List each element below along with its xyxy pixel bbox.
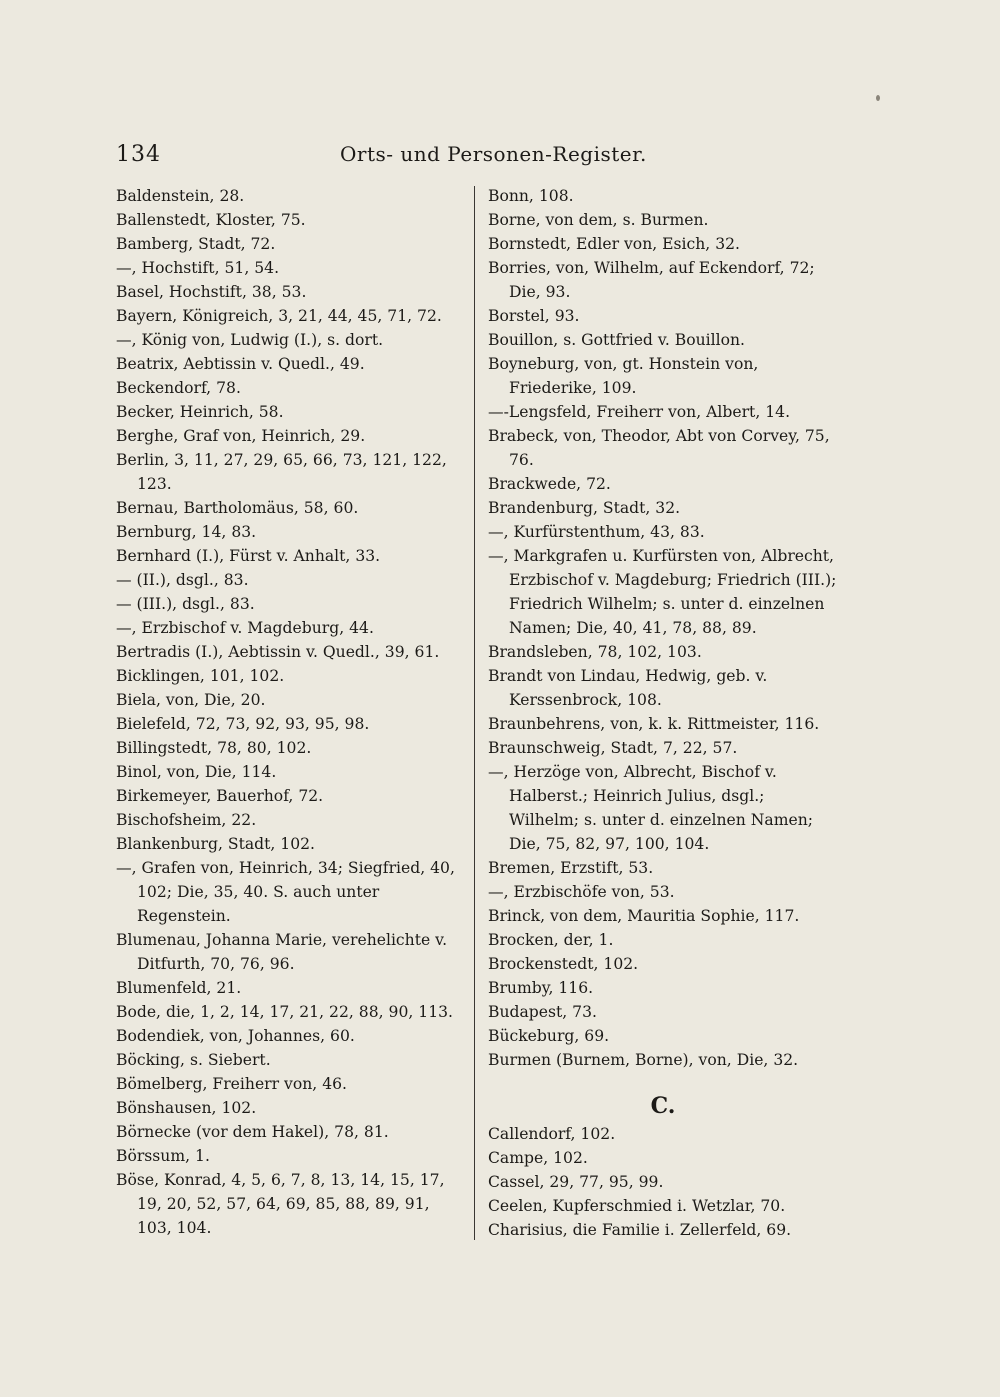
index-entry: Beatrix, Aebtissin v. Quedl., 49.: [116, 355, 365, 373]
index-entry: Blankenburg, Stadt, 102.: [116, 835, 316, 853]
index-entry: Ceelen, Kupferschmied i. Wetzlar, 70.: [488, 1197, 786, 1215]
index-entry: Braunschweig, Stadt, 7, 22, 57.: [488, 739, 738, 757]
index-entry: Callendorf, 102.: [488, 1125, 616, 1143]
index-entry: Basel, Hochstift, 38, 53.: [116, 283, 307, 301]
index-entry: Börnecke (vor dem Hakel), 78, 81.: [116, 1123, 389, 1141]
index-entry: — (III.), dsgl., 83.: [116, 595, 255, 613]
index-entry: Cassel, 29, 77, 95, 99.: [488, 1173, 664, 1191]
index-entry: Borries, von, Wilhelm, auf Eckendorf, 72; Die, 93.: [488, 259, 815, 301]
index-entry: Campe, 102.: [488, 1149, 588, 1167]
index-entry: Bönshausen, 102.: [116, 1099, 257, 1117]
index-entry: Bamberg, Stadt, 72.: [116, 235, 276, 253]
index-entry: Bornstedt, Edler von, Esich, 32.: [488, 235, 741, 253]
index-entry: Brandsleben, 78, 102, 103.: [488, 643, 702, 661]
index-entry: Böse, Konrad, 4, 5, 6, 7, 8, 13, 14, 15, 17, 19, 20, 52, 57, 64, 69, 85, 88, 89, 91, 103, 104.: [116, 1171, 445, 1237]
index-entry: Brabeck, von, Theodor, Abt von Corvey, 75, 76.: [488, 427, 830, 469]
index-entry: —, Erzbischof v. Magdeburg, 44.: [116, 619, 374, 637]
index-entry: Billingstedt, 78, 80, 102.: [116, 739, 312, 757]
index-entry: —, Kurfürstenthum, 43, 83.: [488, 523, 705, 541]
page-header-title: Orts- und Personen-Register.: [340, 142, 647, 166]
index-entry: Braunbehrens, von, k. k. Rittmeister, 116.: [488, 715, 820, 733]
index-entry: Börssum, 1.: [116, 1147, 210, 1165]
left-column: [116, 184, 464, 1240]
index-entry: Bicklingen, 101, 102.: [116, 667, 285, 685]
index-entry: Brocken, der, 1.: [488, 931, 614, 949]
index-entry: Charisius, die Familie i. Zellerfeld, 69.: [488, 1221, 792, 1239]
index-entry: Bayern, Königreich, 3, 21, 44, 45, 71, 72.: [116, 307, 442, 325]
index-entry: Berghe, Graf von, Heinrich, 29.: [116, 427, 366, 445]
index-entry: Bremen, Erzstift, 53.: [488, 859, 654, 877]
index-entry: Bömelberg, Freiherr von, 46.: [116, 1075, 347, 1093]
index-entry: Bernau, Bartholomäus, 58, 60.: [116, 499, 359, 517]
speck-mark: [876, 95, 880, 101]
index-entry: Bernburg, 14, 83.: [116, 523, 257, 541]
index-entry: —-Lengsfeld, Freiherr von, Albert, 14.: [488, 403, 791, 421]
index-entry: Bouillon, s. Gottfried v. Bouillon.: [488, 331, 745, 349]
index-entry: —, Markgrafen u. Kurfürsten von, Albrecht, Erzbischof v. Magdeburg; Friedrich (III.); Friedrich Wilhelm; s. unter d. einzelnen Namen; Die, 40, 41, 78, 88, 89.: [488, 547, 837, 637]
index-entry: —, Erzbischöfe von, 53.: [488, 883, 675, 901]
index-entry: Bodendiek, von, Johannes, 60.: [116, 1027, 355, 1045]
index-entry: — (II.), dsgl., 83.: [116, 571, 249, 589]
index-entry: —, Grafen von, Heinrich, 34; Siegfried, 40, 102; Die, 35, 40. S. auch unter Regenstein.: [116, 859, 455, 925]
index-entry: —, Herzöge von, Albrecht, Bischof v. Halberst.; Heinrich Julius, dsgl.; Wilhelm; s. unter d. einzelnen Namen; Die, 75, 82, 97, 100, 104.: [488, 763, 814, 853]
index-entry: Baldenstein, 28.: [116, 187, 245, 205]
index-entry: Bertradis (I.), Aebtissin v. Quedl., 39, 61.: [116, 643, 440, 661]
index-entry: Bonn, 108.: [488, 187, 574, 205]
index-entry: Brinck, von dem, Mauritia Sophie, 117.: [488, 907, 800, 925]
index-entry: Brockenstedt, 102.: [488, 955, 639, 973]
section-letter-c: C.: [650, 1093, 676, 1119]
index-entry: Beckendorf, 78.: [116, 379, 241, 397]
index-entry: Brumby, 116.: [488, 979, 594, 997]
index-entry: Berlin, 3, 11, 27, 29, 65, 66, 73, 121, 122, 123.: [116, 451, 447, 493]
index-entry: Brackwede, 72.: [488, 475, 611, 493]
index-entry: Bückeburg, 69.: [488, 1027, 610, 1045]
index-entry: —, König von, Ludwig (I.), s. dort.: [116, 331, 384, 349]
index-entry: Burmen (Burnem, Borne), von, Die, 32.: [488, 1051, 799, 1069]
index-entry: Biela, von, Die, 20.: [116, 691, 266, 709]
page-number: 134: [116, 142, 161, 167]
index-entry: Borstel, 93.: [488, 307, 580, 325]
index-entry: Boyneburg, von, gt. Honstein von, Friederike, 109.: [488, 355, 759, 397]
index-entry: Binol, von, Die, 114.: [116, 763, 277, 781]
index-entry: Bielefeld, 72, 73, 92, 93, 95, 98.: [116, 715, 370, 733]
index-entry: Bernhard (I.), Fürst v. Anhalt, 33.: [116, 547, 381, 565]
column-divider: [474, 186, 475, 1240]
index-entry: Budapest, 73.: [488, 1003, 597, 1021]
index-entry: Brandt von Lindau, Hedwig, geb. v. Kerssenbrock, 108.: [488, 667, 768, 709]
right-column: [488, 184, 838, 1242]
index-entry: Brandenburg, Stadt, 32.: [488, 499, 681, 517]
index-entry: Becker, Heinrich, 58.: [116, 403, 284, 421]
index-entry: Bischofsheim, 22.: [116, 811, 257, 829]
index-entry: Böcking, s. Siebert.: [116, 1051, 271, 1069]
index-entry: Birkemeyer, Bauerhof, 72.: [116, 787, 324, 805]
index-entry: Blumenau, Johanna Marie, verehelichte v. Ditfurth, 70, 76, 96.: [116, 931, 448, 973]
index-entry: Borne, von dem, s. Burmen.: [488, 211, 709, 229]
index-entry: Bode, die, 1, 2, 14, 17, 21, 22, 88, 90, 113.: [116, 1003, 454, 1021]
index-entry: Blumenfeld, 21.: [116, 979, 242, 997]
index-entry: —, Hochstift, 51, 54.: [116, 259, 280, 277]
index-entry: Ballenstedt, Kloster, 75.: [116, 211, 306, 229]
